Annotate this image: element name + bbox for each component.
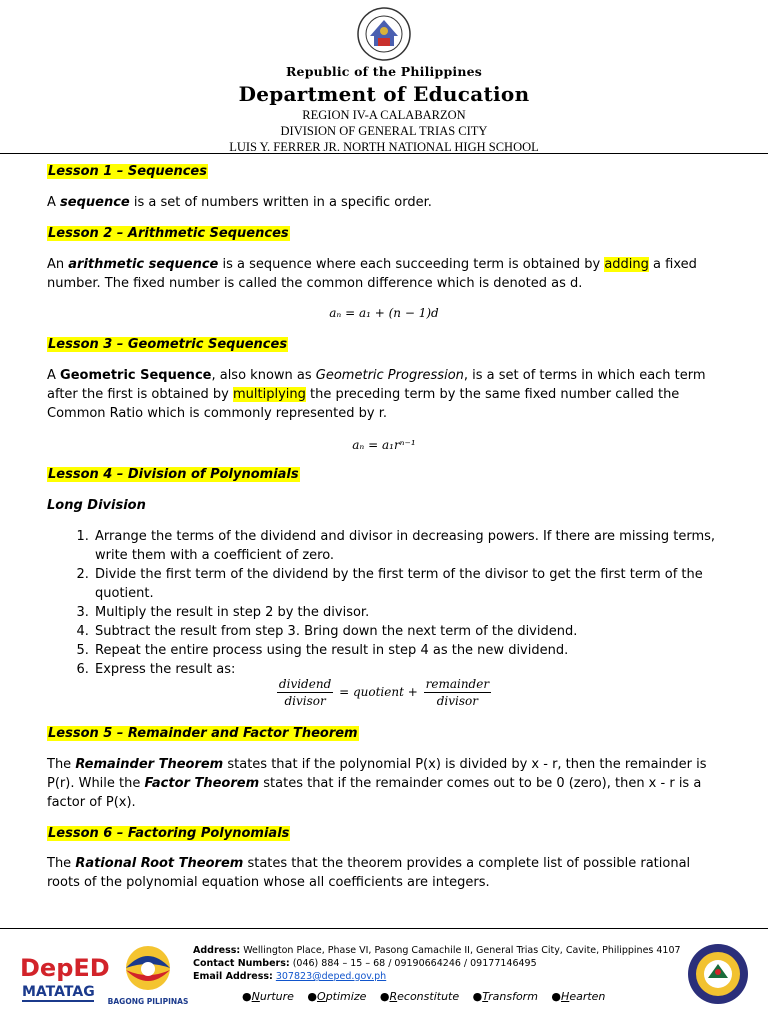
lesson-2-title: Lesson 2 – Arithmetic Sequences: [48, 226, 289, 241]
core-values: [242, 990, 615, 1003]
division-line: DIVISION OF GENERAL TRIAS CITY: [280, 124, 488, 138]
geometric-formula: aₙ = a₁rⁿ⁻¹: [352, 438, 416, 452]
lesson-3-paragraph: A Geometric Sequence, also known as Geometric Progression, is a set of terms in which each term after the first is obtained by multiplying the preceding term by the same fixed number called the Common Ratio which is commonly represented by r.: [47, 368, 706, 421]
lesson-6-title: Lesson 6 – Factoring Polynomials: [48, 826, 290, 841]
lesson-2-paragraph: An arithmetic sequence is a sequence where each succeeding term is obtained by adding a fixed number. The fixed number is called the common difference which is denoted as d.: [47, 257, 697, 291]
deped-matatag-logo: [18, 946, 110, 1006]
bagong-pilipinas-logo: [107, 940, 189, 1008]
footer-divider: [0, 928, 768, 929]
svg-text:DepED: DepED: [20, 954, 110, 982]
list-item: 1. Arrange the terms of the dividend and divisor in decreasing powers. If there are missing terms, write them with a coefficient of zero.: [93, 527, 721, 565]
school-line: LUIS Y. FERRER JR. NORTH NATIONAL HIGH SCHOOL: [229, 140, 539, 154]
lesson-3-title: Lesson 3 – Geometric Sequences: [48, 337, 288, 352]
email-link[interactable]: 307823@deped.gov.ph: [275, 971, 387, 982]
footer-contact: Contact Numbers: (046) 884 – 15 – 68 / 09190664246 / 09177146495: [193, 958, 537, 969]
header-divider: [0, 153, 768, 154]
list-item: 5. Repeat the entire process using the result in step 4 as the new dividend.: [93, 641, 721, 660]
division-formula: $\frac{\text{dividend}}{\text{divisor}}$ = quotient + $\frac{\text{remainder}}{\text{divisor}}$: [278, 677, 490, 708]
svg-text:MATATAG: MATATAG: [22, 984, 95, 1000]
value-item: ●Transform: [472, 990, 538, 1003]
arithmetic-formula: aₙ = a₁ + (n − 1)d: [329, 306, 439, 320]
department-title: Department of Education: [238, 82, 530, 106]
list-item: 4. Subtract the result from step 3. Bring down the next term of the dividend.: [93, 622, 721, 641]
lesson-5-paragraph: The Remainder Theorem states that if the polynomial P(x) is divided by x - r, then the remainder is P(r). While the Factor Theorem states that if the remainder comes out to be 0 (zero), then x - r is a factor of P(x).: [47, 757, 707, 810]
lesson-1-title: Lesson 1 – Sequences: [48, 164, 207, 179]
dividend-fraction: $\frac{\text{dividend}}{\text{divisor}}$: [278, 677, 332, 708]
lesson-1-paragraph: A sequence is a set of numbers written in a specific order.: [47, 195, 432, 210]
list-item: 3. Multiply the result in step 2 by the divisor.: [93, 603, 721, 622]
list-item: 6. Express the result as:: [93, 660, 721, 679]
footer-email: Email Address: 307823@deped.gov.ph: [193, 971, 387, 982]
svg-text:BAGONG PILIPINAS: BAGONG PILIPINAS: [107, 997, 189, 1006]
deped-seal-icon: [356, 6, 412, 62]
value-item: ●Nurture: [242, 990, 294, 1003]
footer-address: Address: Wellington Place, Phase VI, Pasong Camachile II, General Trias City, Cavite, Philippines 4107: [193, 945, 681, 956]
region-line: REGION IV-A CALABARZON: [302, 108, 466, 122]
lesson-4-title: Lesson 4 – Division of Polynomials: [48, 467, 299, 482]
value-item: ●Hearten: [551, 990, 606, 1003]
long-division-subheading: Long Division: [47, 498, 146, 513]
remainder-fraction: $\frac{\text{remainder}}{\text{divisor}}$: [425, 677, 490, 708]
value-item: ●Reconstitute: [379, 990, 460, 1003]
long-division-steps: [47, 527, 721, 679]
lesson-5-title: Lesson 5 – Remainder and Factor Theorem: [48, 726, 358, 741]
lesson-6-paragraph: The Rational Root Theorem states that the theorem provides a complete list of possible rational roots of the polynomial equation whose all coefficients are integers.: [47, 856, 691, 890]
school-seal-icon: [686, 942, 750, 1006]
list-item: 2. Divide the first term of the dividend by the first term of the divisor to get the first term of the quotient.: [93, 565, 721, 603]
value-item: ●Optimize: [307, 990, 367, 1003]
republic-line: Republic of the Philippines: [285, 64, 483, 79]
document-header: [0, 0, 768, 156]
